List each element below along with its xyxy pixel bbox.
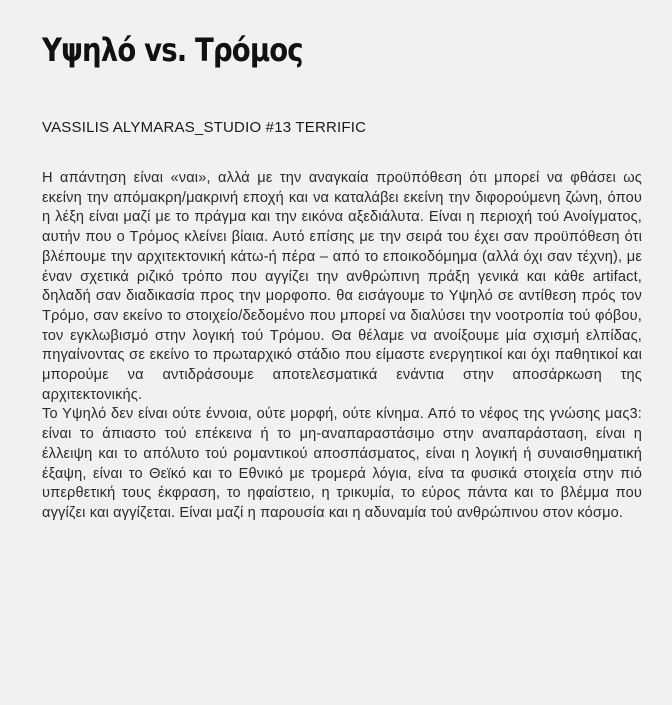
paragraph-1: Η απάντηση είναι «ναι», αλλά με την αναγκαία προϋπόθεση ότι μπορεί να φθάσει ως εκείνη την απόμακρη/μακρινή εποχή και να καταλάβει εκείνη την διφορούμενη ζώνη, όπου η λέξη είναι μαζί με το πράγμα και την εικόνα αξεδιάλυτα. Είναι η περιοχή τού Ανοίγματος, αυτήν που ο Τρόμος κλείνει βίαια. Αυτό επίσης με την σειρά του έχει σαν προϋπόθεση ότι βλέπουμε την αρχιτεκτονική κάτω-ή πέρα – από το εποικοδόμημα (αλλά όχι σαν τέχνη), με έναν σχετικά ριζικό τρόπο που αγγίζει την ανθρώπινη πράξη γενικά και κάθε artifact, δηλαδή σαν διαδικασία προς την μορφοπο. θα εισάγουμε το Υψηλό σε αντίθεση πρός τον Τρόμο, σαν εκείνο το στοιχείο/δεδομένο που μπορεί να διαλύσει την νοοτροπία τού φόβου, τον εγκλωβισμό στην λογική τού Τρόμου. Θα θέλαμε να ανοίξουμε μία σχισμή ελπίδας, πηγαίνοντας σε εκείνο το πρωταρχικό στάδιο που είμαστε ενεργητικοί και όχι παθητικοί και μπορούμε να αντιδράσουμε αποτελεσματικά ενάντια στην αποσάρκωση της αρχιτεκτονικής. — [42, 170, 642, 403]
page-title: Υψηλό vs. Τρόμος — [42, 31, 303, 69]
body-text — [42, 169, 642, 524]
paragraph-2: Το Υψηλό δεν είναι ούτε έννοια, ούτε μορφή, ούτε κίνημα. Από το νέφος της γνώσης μας3: είναι το άπιαστο τού επέκεινα ή το μη-αναπαραστάσιμο στην αναπαράσταση, είναι η έλλειψη και το απόλυτο τού ρομαντικού αποσπάσματος, είναι η λογική ή συναισθηματική έξαψη, είναι το Θεϊκό και το Εθνικό με τρομερά λόγια, είνα τα φυσικά στοιχεία στην πιό υπερθετική τους έκφραση, το ηφαίστειο, η τρικυμία, το εύρος πάντα και το βλέμμα που αγγίζει και αγγίζεται. Είναι μαζί η παρουσία και η αδυναμία τού ανθρώπινου στον κόσμο. — [42, 406, 642, 521]
subtitle: VASSILIS ALYMARAS_STUDIO #13 TERRIFIC — [42, 119, 367, 136]
